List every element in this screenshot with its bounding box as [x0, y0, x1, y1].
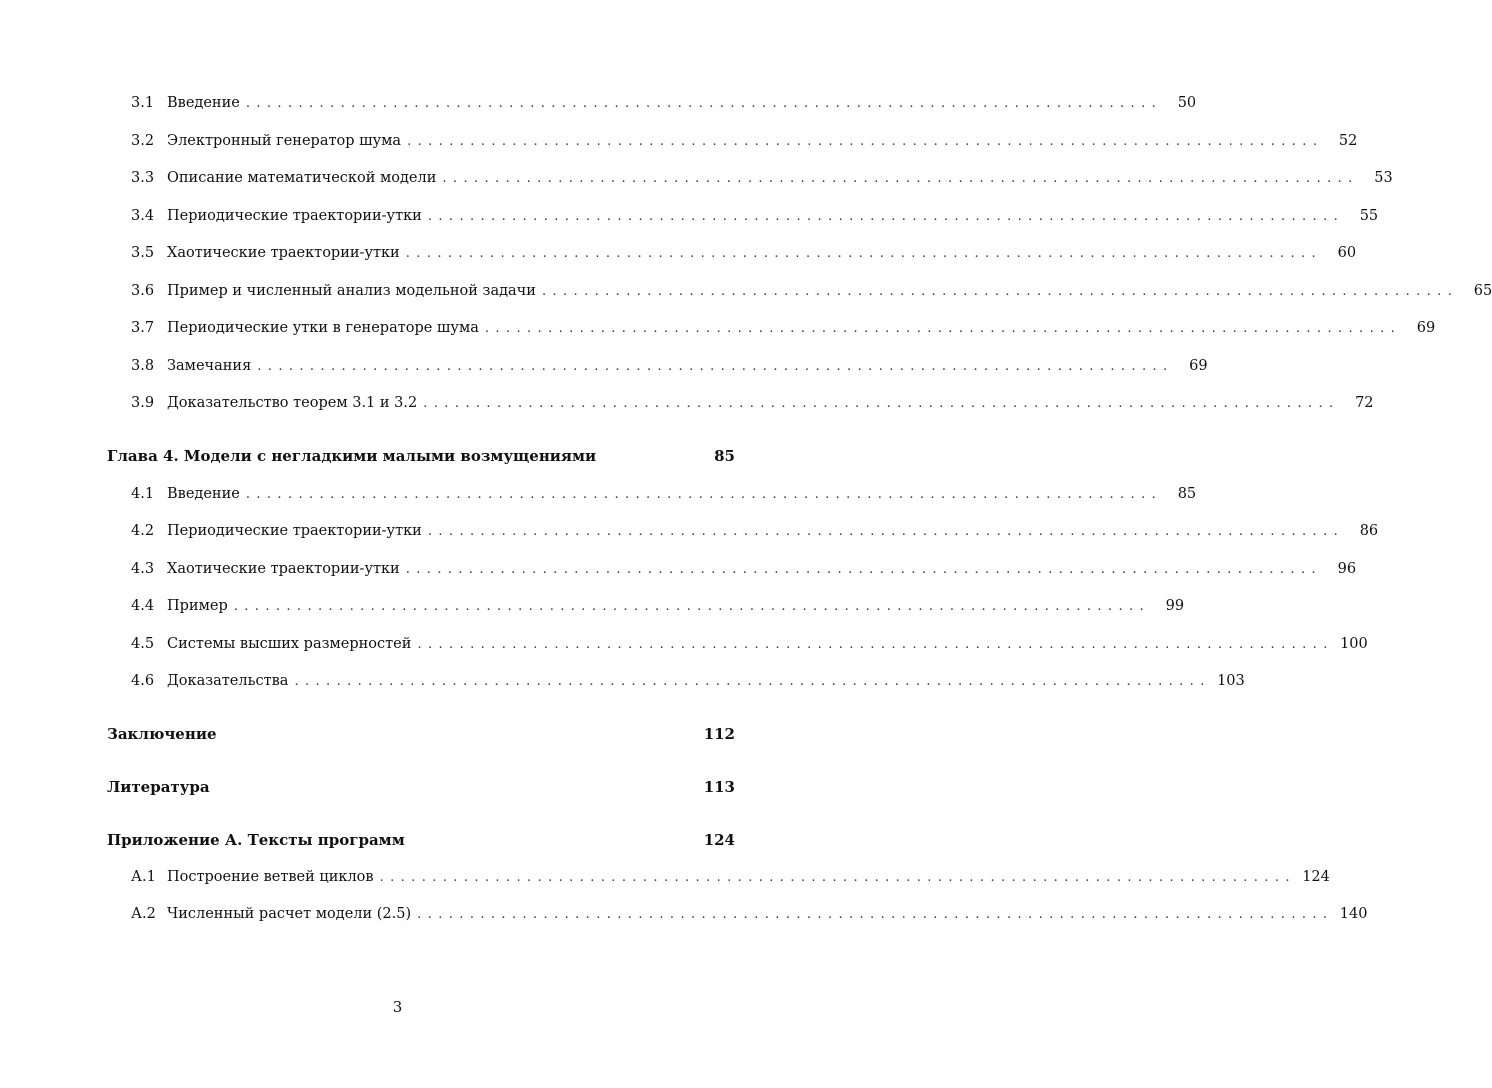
toc-entry-3-8[interactable]	[107, 355, 1208, 377]
leader-dots: .......................................................................................	[405, 562, 1323, 577]
section-title: Электронный генератор шума	[167, 133, 402, 149]
section-title: Замечания	[167, 358, 252, 374]
chapter-page: 113	[703, 778, 735, 796]
leader-dots: .......................................................................................	[417, 907, 1334, 922]
leader-dots: .......................................................................................	[294, 674, 1211, 689]
section-page: 96	[1337, 561, 1357, 577]
section-number: 3.9	[131, 395, 155, 411]
toc-entry-4-1[interactable]	[107, 483, 1197, 505]
section-title: Хаотические траектории-утки	[167, 245, 400, 261]
toc-conclusion[interactable]	[107, 723, 735, 745]
section-page: 60	[1337, 245, 1357, 261]
chapter-page: 85	[714, 447, 735, 465]
section-number: 4.3	[131, 561, 155, 577]
section-page: 50	[1177, 95, 1197, 111]
leader-dots: .......................................................................................	[407, 134, 1324, 149]
toc-appendix[interactable]	[107, 829, 735, 851]
section-page: 100	[1340, 636, 1368, 652]
toc-entry-4-5[interactable]	[107, 633, 1368, 655]
section-page: 124	[1302, 869, 1330, 885]
section-page: 72	[1355, 395, 1374, 411]
section-title: Доказательства	[167, 673, 289, 689]
toc-entry-3-3[interactable]	[107, 167, 1393, 189]
leader-dots: .......................................................................................	[423, 396, 1340, 411]
chapter-title: Глава 4. Модели с негладкими малыми возмущениями	[107, 447, 597, 465]
leader-dots: .......................................................................................	[484, 321, 1402, 336]
section-title: Периодические утки в генераторе шума	[167, 320, 479, 336]
toc-literature[interactable]	[107, 776, 735, 798]
section-title: Введение	[167, 95, 240, 111]
section-number: А.1	[131, 869, 156, 885]
leader-dots: .......................................................................................	[405, 246, 1323, 261]
leader-dots: .......................................................................................	[245, 96, 1163, 111]
section-title: Введение	[167, 486, 240, 502]
chapter-title: Приложение А. Тексты программ	[107, 831, 405, 849]
toc-entry-3-2[interactable]	[107, 130, 1358, 152]
section-number: 4.5	[131, 636, 155, 652]
toc-entry-3-7[interactable]	[107, 317, 1436, 339]
leader-dots: .......................................................................................	[379, 870, 1296, 885]
leader-dots: .......................................................................................	[541, 284, 1459, 299]
toc-entry-a-1[interactable]	[107, 866, 1330, 888]
section-title: Пример	[167, 598, 228, 614]
section-number: 3.7	[131, 320, 155, 336]
chapter-page: 112	[703, 725, 735, 743]
chapter-title: Заключение	[107, 725, 217, 743]
section-number: 3.6	[131, 283, 155, 299]
toc-entry-4-4[interactable]	[107, 595, 1185, 617]
leader-dots: .......................................................................................	[427, 209, 1345, 224]
toc-entry-4-3[interactable]	[107, 558, 1357, 580]
toc-entry-3-9[interactable]	[107, 392, 1374, 414]
toc-chapter-4[interactable]	[107, 445, 735, 467]
page-number: 3	[392, 998, 403, 1016]
toc-entry-4-2[interactable]	[107, 520, 1379, 542]
toc-entry-a-2[interactable]	[107, 903, 1368, 925]
leader-dots: .......................................................................................	[417, 637, 1334, 652]
section-page: 140	[1339, 906, 1368, 922]
leader-dots: .......................................................................................	[245, 487, 1163, 502]
leader-dots: .......................................................................................	[442, 171, 1359, 186]
toc-entry-3-5[interactable]	[107, 242, 1357, 264]
section-number: 3.3	[131, 170, 155, 186]
leader-dots: .......................................................................................	[233, 599, 1151, 614]
section-title: Численный расчет модели (2.5)	[167, 906, 412, 922]
section-title: Системы высших размерностей	[167, 636, 412, 652]
section-number: 4.4	[131, 598, 155, 614]
section-title: Периодические траектории-утки	[167, 523, 422, 539]
section-number: 3.4	[131, 208, 155, 224]
section-page: 55	[1359, 208, 1379, 224]
toc-entry-3-6[interactable]	[107, 280, 1492, 302]
section-title: Периодические траектории-утки	[167, 208, 422, 224]
toc-entry-3-4[interactable]	[107, 205, 1379, 227]
section-number: А.2	[131, 906, 156, 922]
leader-dots: .......................................................................................	[427, 524, 1345, 539]
section-page: 85	[1177, 486, 1197, 502]
section-number: 4.2	[131, 523, 155, 539]
section-number: 3.1	[131, 95, 155, 111]
section-number: 4.6	[131, 673, 155, 689]
section-number: 4.1	[131, 486, 155, 502]
section-page: 65	[1473, 283, 1492, 299]
section-page: 103	[1217, 673, 1245, 689]
section-title: Хаотические траектории-утки	[167, 561, 400, 577]
section-title: Построение ветвей циклов	[167, 869, 374, 885]
toc-entry-4-6[interactable]	[107, 670, 1245, 692]
chapter-page: 124	[703, 831, 735, 849]
toc-entry-3-1[interactable]	[107, 92, 1197, 114]
chapter-title: Литература	[107, 778, 210, 796]
section-page: 86	[1359, 523, 1379, 539]
section-page: 53	[1374, 170, 1393, 186]
section-number: 3.2	[131, 133, 155, 149]
section-page: 69	[1189, 358, 1208, 374]
section-title: Описание математической модели	[167, 170, 437, 186]
section-page: 99	[1165, 598, 1185, 614]
section-page: 52	[1338, 133, 1358, 149]
section-number: 3.5	[131, 245, 155, 261]
section-title: Доказательство теорем 3.1 и 3.2	[167, 395, 418, 411]
section-page: 69	[1416, 320, 1436, 336]
section-title: Пример и численный анализ модельной задачи	[167, 283, 536, 299]
section-number: 3.8	[131, 358, 155, 374]
leader-dots: .......................................................................................	[257, 359, 1174, 374]
